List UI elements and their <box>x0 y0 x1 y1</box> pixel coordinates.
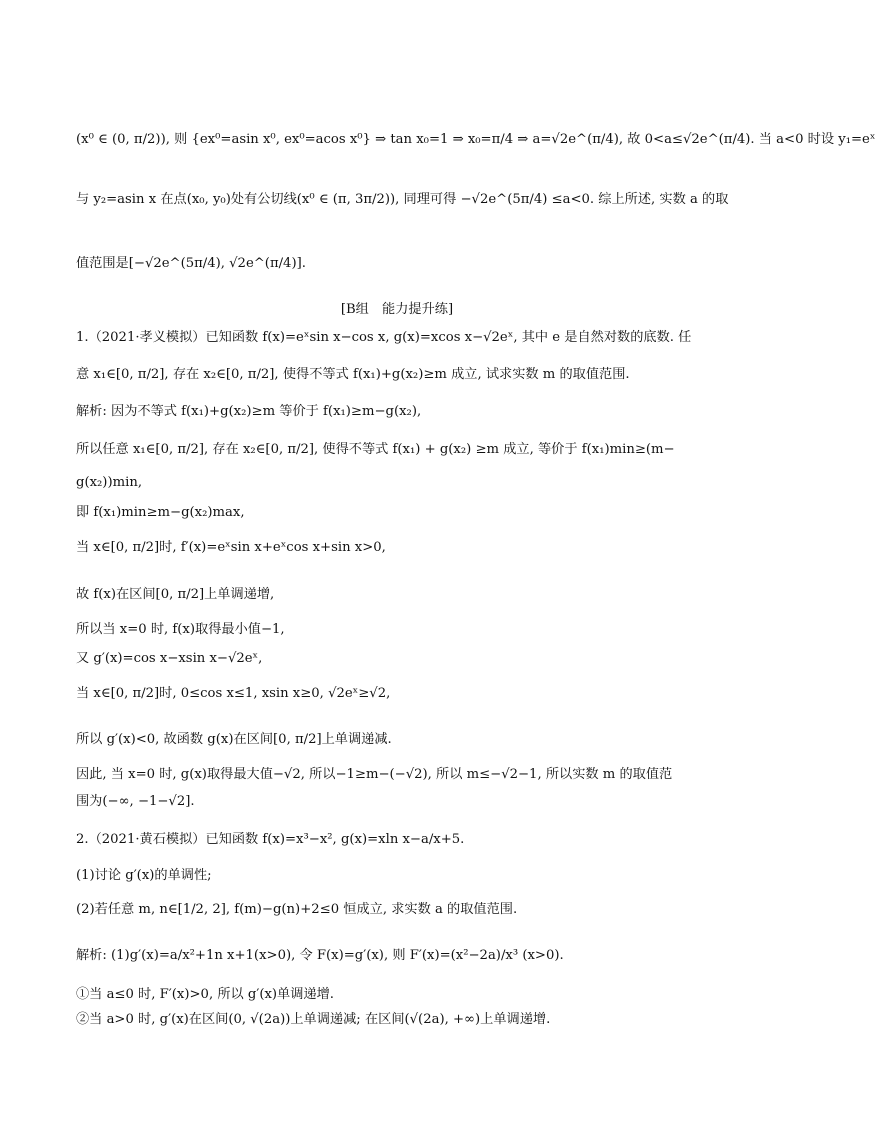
text-line: (x⁰ ∈ (0, π/2)), 则 {ex⁰=asin x⁰, ex⁰=acos x⁰} ⇒ tan x₀=1 ⇒ x₀=π/4 ⇒ a=√2e^(π/4), 故 0<a≤√2e^(π/4). 当 a<0 时设 y₁=eˣ <box>76 132 875 147</box>
solution-line: 因此, 当 x=0 时, g(x)取得最大值−√2, 所以−1≥m−(−√2), 所以 m≤−√2−1, 所以实数 m 的取值范 <box>76 767 673 782</box>
solution-line: g(x₂))min, <box>76 475 143 490</box>
problem-part: (2)若任意 m, n∈[1/2, 2], f(m)−g(n)+2≤0 恒成立, 求实数 a 的取值范围. <box>76 902 518 917</box>
solution-line: 解析: 因为不等式 f(x₁)+g(x₂)≥m 等价于 f(x₁)≥m−g(x₂), <box>76 404 422 419</box>
solution-line: ②当 a>0 时, g′(x)在区间(0, √(2a))上单调递减; 在区间(√(2a), +∞)上单调递增. <box>76 1012 551 1027</box>
problem-statement: 2.（2021·黄石模拟）已知函数 f(x)=x³−x², g(x)=xln x−a/x+5. <box>76 832 465 847</box>
solution-line: 当 x∈[0, π/2]时, 0≤cos x≤1, xsin x≥0, √2eˣ≥√2, <box>76 686 391 701</box>
problem-part: (1)讨论 g′(x)的单调性; <box>76 868 212 883</box>
solution-line: ①当 a≤0 时, F′(x)>0, 所以 g′(x)单调递增. <box>76 987 334 1002</box>
solution-line: 解析: (1)g′(x)=a/x²+1n x+1(x>0), 令 F(x)=g′(x), 则 F′(x)=(x²−2a)/x³ (x>0). <box>76 948 564 963</box>
problem-statement: 1.（2021·孝义模拟）已知函数 f(x)=eˣsin x−cos x, g(x)=xcos x−√2eˣ, 其中 e 是自然对数的底数. 任 <box>76 330 692 345</box>
solution-line: 所以当 x=0 时, f(x)取得最小值−1, <box>76 622 285 637</box>
solution-line: 即 f(x₁)min≥m−g(x₂)max, <box>76 505 245 520</box>
section-heading: [B组 能力提升练] <box>340 302 454 317</box>
text-line: 值范围是[−√2e^(5π/4), √2e^(π/4)]. <box>76 256 306 271</box>
solution-line: 故 f(x)在区间[0, π/2]上单调递增, <box>76 587 275 602</box>
solution-line: 当 x∈[0, π/2]时, f′(x)=eˣsin x+eˣcos x+sin x>0, <box>76 540 386 555</box>
solution-line: 所以 g′(x)<0, 故函数 g(x)在区间[0, π/2]上单调递减. <box>76 732 392 747</box>
solution-line: 又 g′(x)=cos x−xsin x−√2eˣ, <box>76 651 263 666</box>
solution-line: 所以任意 x₁∈[0, π/2], 存在 x₂∈[0, π/2], 使得不等式 f(x₁) + g(x₂) ≥m 成立, 等价于 f(x₁)min≥(m− <box>76 442 675 457</box>
text-line: 与 y₂=asin x 在点(x₀, y₀)处有公切线(x⁰ ∈ (π, 3π/2)), 同理可得 −√2e^(5π/4) ≤a<0. 综上所述, 实数 a 的取 <box>76 192 729 207</box>
problem-statement: 意 x₁∈[0, π/2], 存在 x₂∈[0, π/2], 使得不等式 f(x₁)+g(x₂)≥m 成立, 试求实数 m 的取值范围. <box>76 367 630 382</box>
solution-line: 围为(−∞, −1−√2]. <box>76 794 195 809</box>
